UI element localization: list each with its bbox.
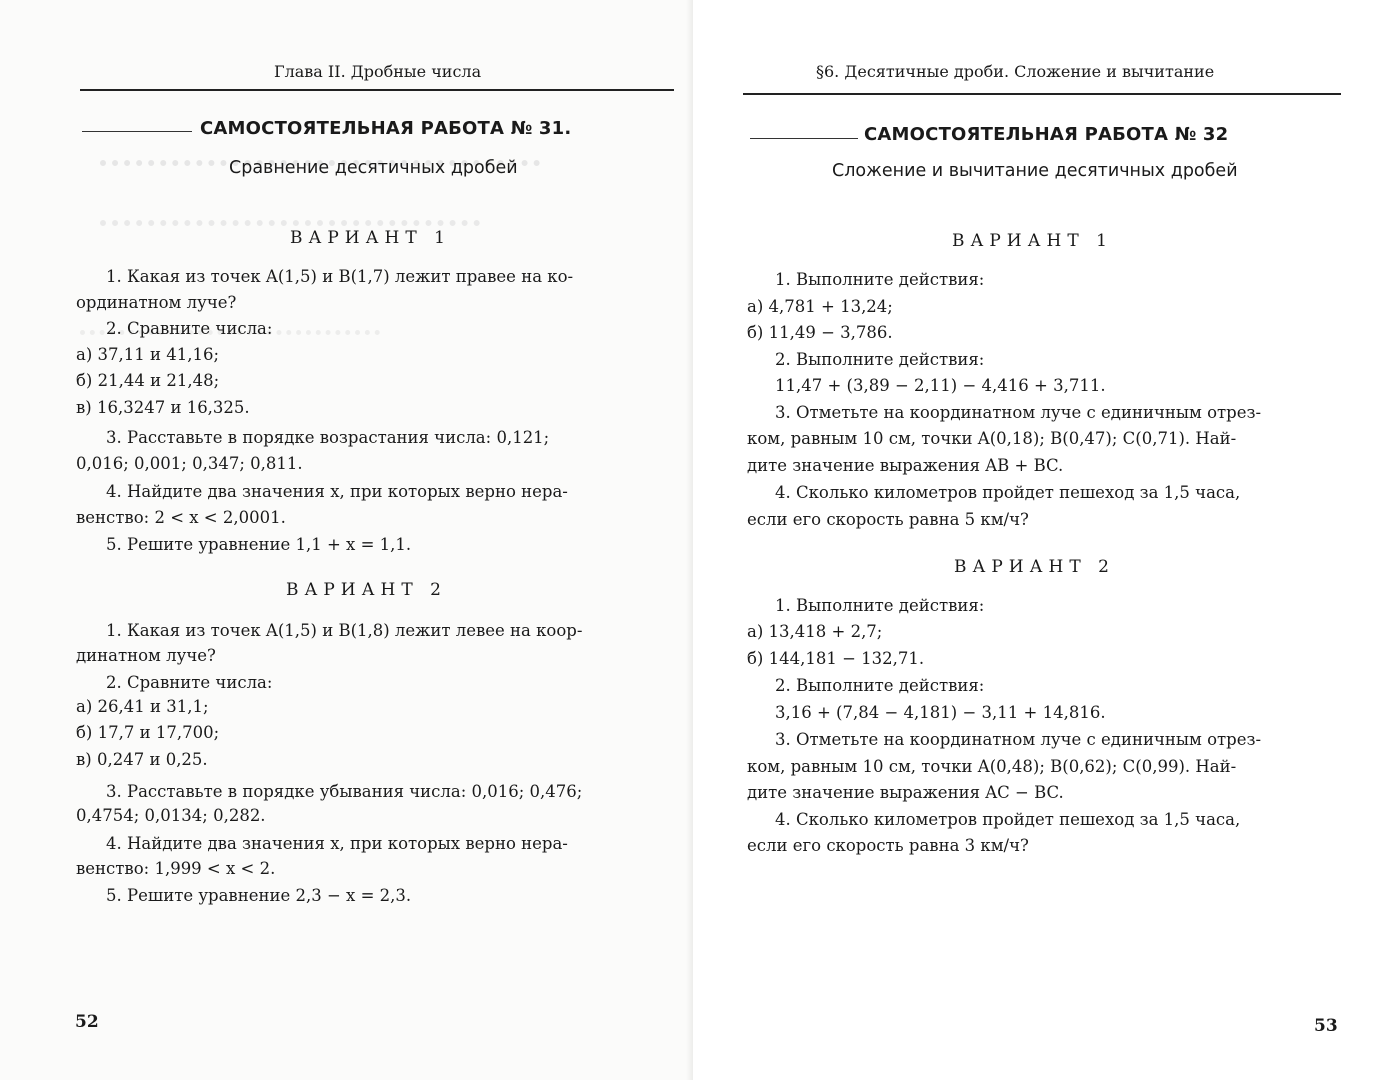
task-line: если его скорость равна 3 км/ч? bbox=[747, 836, 1029, 855]
task-line: дите значение выражения AC − BC. bbox=[747, 783, 1064, 802]
work-subtitle: Сложение и вычитание десятичных дробей bbox=[832, 161, 1238, 181]
right-page bbox=[693, 0, 1386, 1080]
task-line: 3. Расставьте в порядке убывания числа: 0,016; 0,476; bbox=[106, 782, 583, 801]
work-subtitle: Сравнение десятичных дробей bbox=[229, 158, 518, 178]
task-line: а) 26,41 и 31,1; bbox=[76, 697, 209, 716]
title-rule bbox=[82, 131, 192, 132]
task-line: 3. Отметьте на координатном луче с единичным отрез- bbox=[775, 403, 1262, 422]
header-rule bbox=[743, 93, 1341, 95]
task-line: 1. Выполните действия: bbox=[775, 270, 985, 289]
task-line: б) 144,181 − 132,71. bbox=[747, 649, 925, 668]
task-line: в) 0,247 и 0,25. bbox=[76, 750, 208, 769]
work-title: САМОСТОЯТЕЛЬНАЯ РАБОТА № 31. bbox=[200, 118, 572, 139]
variant-heading: ВАРИАНТ 2 bbox=[286, 580, 447, 600]
task-line: венство: 2 < x < 2,0001. bbox=[76, 508, 286, 527]
task-line: ординатном луче? bbox=[76, 293, 237, 312]
task-line: 11,47 + (3,89 − 2,11) − 4,416 + 3,711. bbox=[775, 376, 1106, 395]
page-number: 52 bbox=[75, 1012, 99, 1032]
task-line: 2. Выполните действия: bbox=[775, 350, 985, 369]
task-line: 3. Расставьте в порядке возрастания числа: 0,121; bbox=[106, 428, 550, 447]
header-rule bbox=[80, 89, 674, 91]
task-line: а) 37,11 и 41,16; bbox=[76, 345, 220, 364]
task-line: 0,4754; 0,0134; 0,282. bbox=[76, 806, 266, 825]
work-title: САМОСТОЯТЕЛЬНАЯ РАБОТА № 32 bbox=[864, 124, 1229, 145]
task-line: 4. Сколько километров пройдет пешеход за 1,5 часа, bbox=[775, 810, 1241, 829]
task-line: 4. Сколько километров пройдет пешеход за 1,5 часа, bbox=[775, 483, 1241, 502]
task-line: 3,16 + (7,84 − 4,181) − 3,11 + 14,816. bbox=[775, 703, 1106, 722]
page-number: 53 bbox=[1314, 1016, 1338, 1036]
task-line: а) 4,781 + 13,24; bbox=[747, 297, 893, 316]
task-line: а) 13,418 + 2,7; bbox=[747, 622, 883, 641]
running-head: Глава II. Дробные числа bbox=[274, 62, 482, 81]
task-line: в) 16,3247 и 16,325. bbox=[76, 398, 250, 417]
task-line: 5. Решите уравнение 2,3 − x = 2,3. bbox=[106, 886, 412, 905]
task-line: 2. Сравните числа: bbox=[106, 673, 273, 692]
task-line: 3. Отметьте на координатном луче с единичным отрез- bbox=[775, 730, 1262, 749]
task-line: 1. Выполните действия: bbox=[775, 596, 985, 615]
task-line: ком, равным 10 см, точки A(0,18); B(0,47); C(0,71). Най- bbox=[747, 429, 1237, 448]
task-line: б) 21,44 и 21,48; bbox=[76, 371, 220, 390]
task-line: 1. Какая из точек A(1,5) и B(1,8) лежит левее на коор- bbox=[106, 621, 583, 640]
running-head: §6. Десятичные дроби. Сложение и вычитание bbox=[816, 62, 1215, 81]
variant-heading: ВАРИАНТ 1 bbox=[290, 228, 451, 248]
variant-heading: ВАРИАНТ 1 bbox=[952, 231, 1113, 251]
task-line: динатном луче? bbox=[76, 646, 216, 665]
task-line: 4. Найдите два значения x, при которых верно нера- bbox=[106, 834, 568, 853]
task-line: 2. Выполните действия: bbox=[775, 676, 985, 695]
task-line: б) 11,49 − 3,786. bbox=[747, 323, 893, 342]
task-line: 0,016; 0,001; 0,347; 0,811. bbox=[76, 454, 303, 473]
task-line: венство: 1,999 < x < 2. bbox=[76, 859, 276, 878]
variant-heading: ВАРИАНТ 2 bbox=[954, 557, 1115, 577]
task-line: 1. Какая из точек A(1,5) и B(1,7) лежит правее на ко- bbox=[106, 267, 574, 286]
task-line: если его скорость равна 5 км/ч? bbox=[747, 510, 1029, 529]
task-line: б) 17,7 и 17,700; bbox=[76, 723, 220, 742]
title-rule bbox=[750, 138, 858, 139]
task-line: ком, равным 10 см, точки A(0,48); B(0,62); C(0,99). Най- bbox=[747, 757, 1237, 776]
task-line: 2. Сравните числа: bbox=[106, 319, 273, 338]
task-line: 4. Найдите два значения x, при которых верно нера- bbox=[106, 482, 568, 501]
task-line: дите значение выражения AB + BC. bbox=[747, 456, 1064, 475]
task-line: 5. Решите уравнение 1,1 + x = 1,1. bbox=[106, 535, 412, 554]
